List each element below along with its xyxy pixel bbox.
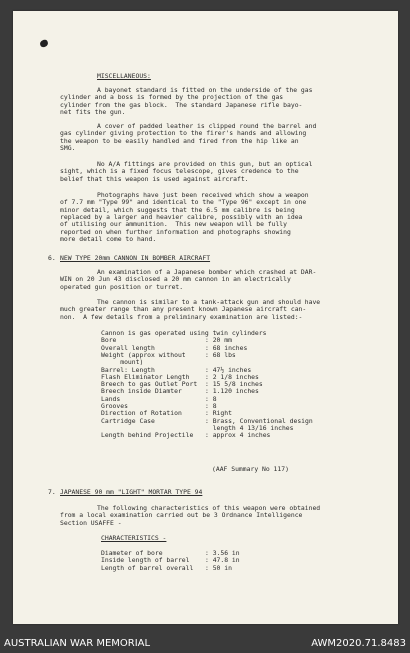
section-number: 6.	[48, 254, 56, 262]
spec-label: Breech to gas Outlet Port	[101, 380, 198, 389]
paragraph-line: SMG.	[60, 143, 76, 152]
paragraph-line: net fits the gun.	[60, 107, 126, 116]
spec-value: : 50 in	[205, 563, 232, 572]
spec-value: : approx 4 inches	[205, 431, 271, 440]
section-heading: NEW TYPE 20mm CANNON IN BOMBER AIRCRAFT	[60, 254, 211, 262]
spec-value: : 2 1/8 inches	[205, 372, 259, 381]
paragraph-line: of 7.7 mm "Type 99" and identical to the "Type 96" except in one	[60, 198, 307, 207]
paragraph-line: No A/A fittings are provided on this gun, but an optical	[97, 160, 313, 168]
subsection-heading: CHARACTERISTICS -	[101, 534, 167, 542]
paragraph-line: cylinder and a boss is formed by the projection of the gas	[60, 93, 284, 102]
paragraph-line: gas cylinder giving protection to the firer's hands and allowing	[60, 129, 307, 138]
footer-institution: AUSTRALIAN WAR MEMORIAL	[4, 638, 151, 649]
paragraph-line: A bayonet standard is fitted on the underside of the gas	[97, 86, 313, 94]
spec-label: Direction of Rotation	[101, 409, 182, 418]
paragraph-line: WIN on 20 Jun 43 disclosed a 20 mm cannon in an electrically	[60, 275, 291, 284]
spec-label: Breech inside Diamter	[101, 387, 182, 396]
footer-accession-number: AWM2020.71.8483	[311, 638, 406, 649]
spec-label: Inside length of barrel	[101, 556, 190, 565]
paragraph-line: more detail come to hand.	[60, 234, 157, 243]
section-heading: MISCELLANEOUS:	[97, 72, 151, 80]
spec-value: : 47½ inches	[205, 365, 252, 374]
spec-value: : 1.120 inches	[205, 387, 259, 396]
spec-value: : 15 5/8 inches	[205, 380, 263, 389]
spec-value: : 68 lbs	[205, 350, 236, 359]
spec-label: Length behind Projectile	[101, 431, 194, 440]
spec-value: : 8	[205, 402, 217, 410]
spec-value: : 20 mm	[205, 336, 232, 345]
spec-label: Grooves	[101, 402, 128, 410]
spec-label: Bore	[101, 336, 117, 345]
paragraph-line: non. A few details from a preliminary examination are listed:-	[60, 312, 303, 321]
paragraph-line: operated gun position or turret.	[60, 282, 184, 291]
spec-label: mount)	[101, 358, 144, 367]
paragraph-line: The cannon is similar to a tank-attack gun and should have	[97, 298, 321, 306]
spec-label: Cartridge Case	[101, 416, 155, 425]
section-number: 7.	[48, 488, 56, 496]
spec-value: : 68 inches	[205, 343, 248, 352]
source-note: (AAF Summary No 117)	[212, 465, 289, 473]
paragraph-line: the weapon to be easily handled and fired from the hip like an	[60, 136, 299, 145]
spec-label: Length of barrel overall	[101, 563, 194, 572]
spec-value: : Right	[205, 409, 232, 418]
paragraph-line: An examination of a Japanese bomber which crashed at DAR-	[97, 268, 317, 276]
section-heading: JAPANESE 90 mm "LIGHT" MORTAR TYPE 94	[60, 488, 203, 496]
paragraph-line: of utilising our ammunition. This new weapon will be fully	[60, 220, 288, 229]
spec-label: Weight (approx without	[101, 350, 186, 359]
footer-bar	[0, 636, 410, 653]
paragraph-line: Section USAFFE -	[60, 518, 122, 527]
paragraph-line: sight, which is a fixed focus telescope, gives credence to the	[60, 167, 299, 176]
paragraph-line: The following characteristics of this weapon were obtained	[97, 504, 321, 512]
paragraph-line: minor detail, which suggests that the 6.5 mm calibre is being	[60, 205, 295, 214]
paragraph-line: belief that this weapon is used against aircraft.	[60, 174, 249, 183]
document-text	[13, 11, 398, 624]
paragraph-line: from a local examination carried out be 3 Ordnance Intelligence	[60, 511, 303, 520]
paragraph-line: Photographs have just been received which show a weapon	[97, 191, 309, 199]
spec-value: : 3.56 in	[205, 549, 240, 557]
spec-value: : 8	[205, 394, 217, 403]
spec-label: Diameter of bore	[101, 549, 163, 557]
paragraph-line: reported on when further information and photographs showing	[60, 227, 291, 236]
paragraph-line: A cover of padded leather is clipped round the barrel and	[97, 122, 317, 130]
paragraph-line: replaced by a larger and heavier calibre, possibly with an idea	[60, 212, 303, 221]
spec-label: Flash Eliminator Length	[101, 372, 190, 381]
spec-label: Barrel: Length	[101, 365, 155, 374]
spec-label: Overall length	[101, 343, 155, 352]
spec-label: Lands	[101, 394, 121, 403]
paragraph-line: much greater range than any present known Japanese aircraft can-	[60, 305, 307, 314]
spec-value: : Brass, Conventional design	[205, 416, 313, 425]
spec-label: Cannon is gas operated using twin cylinders	[101, 329, 267, 337]
document-page	[13, 11, 398, 624]
spec-value: : 47.8 in	[205, 556, 240, 565]
spec-value: length 4 13/16 inches	[205, 423, 294, 432]
paragraph-line: cylinder from the gas block. The standard Japanese rifle bayo-	[60, 100, 303, 109]
